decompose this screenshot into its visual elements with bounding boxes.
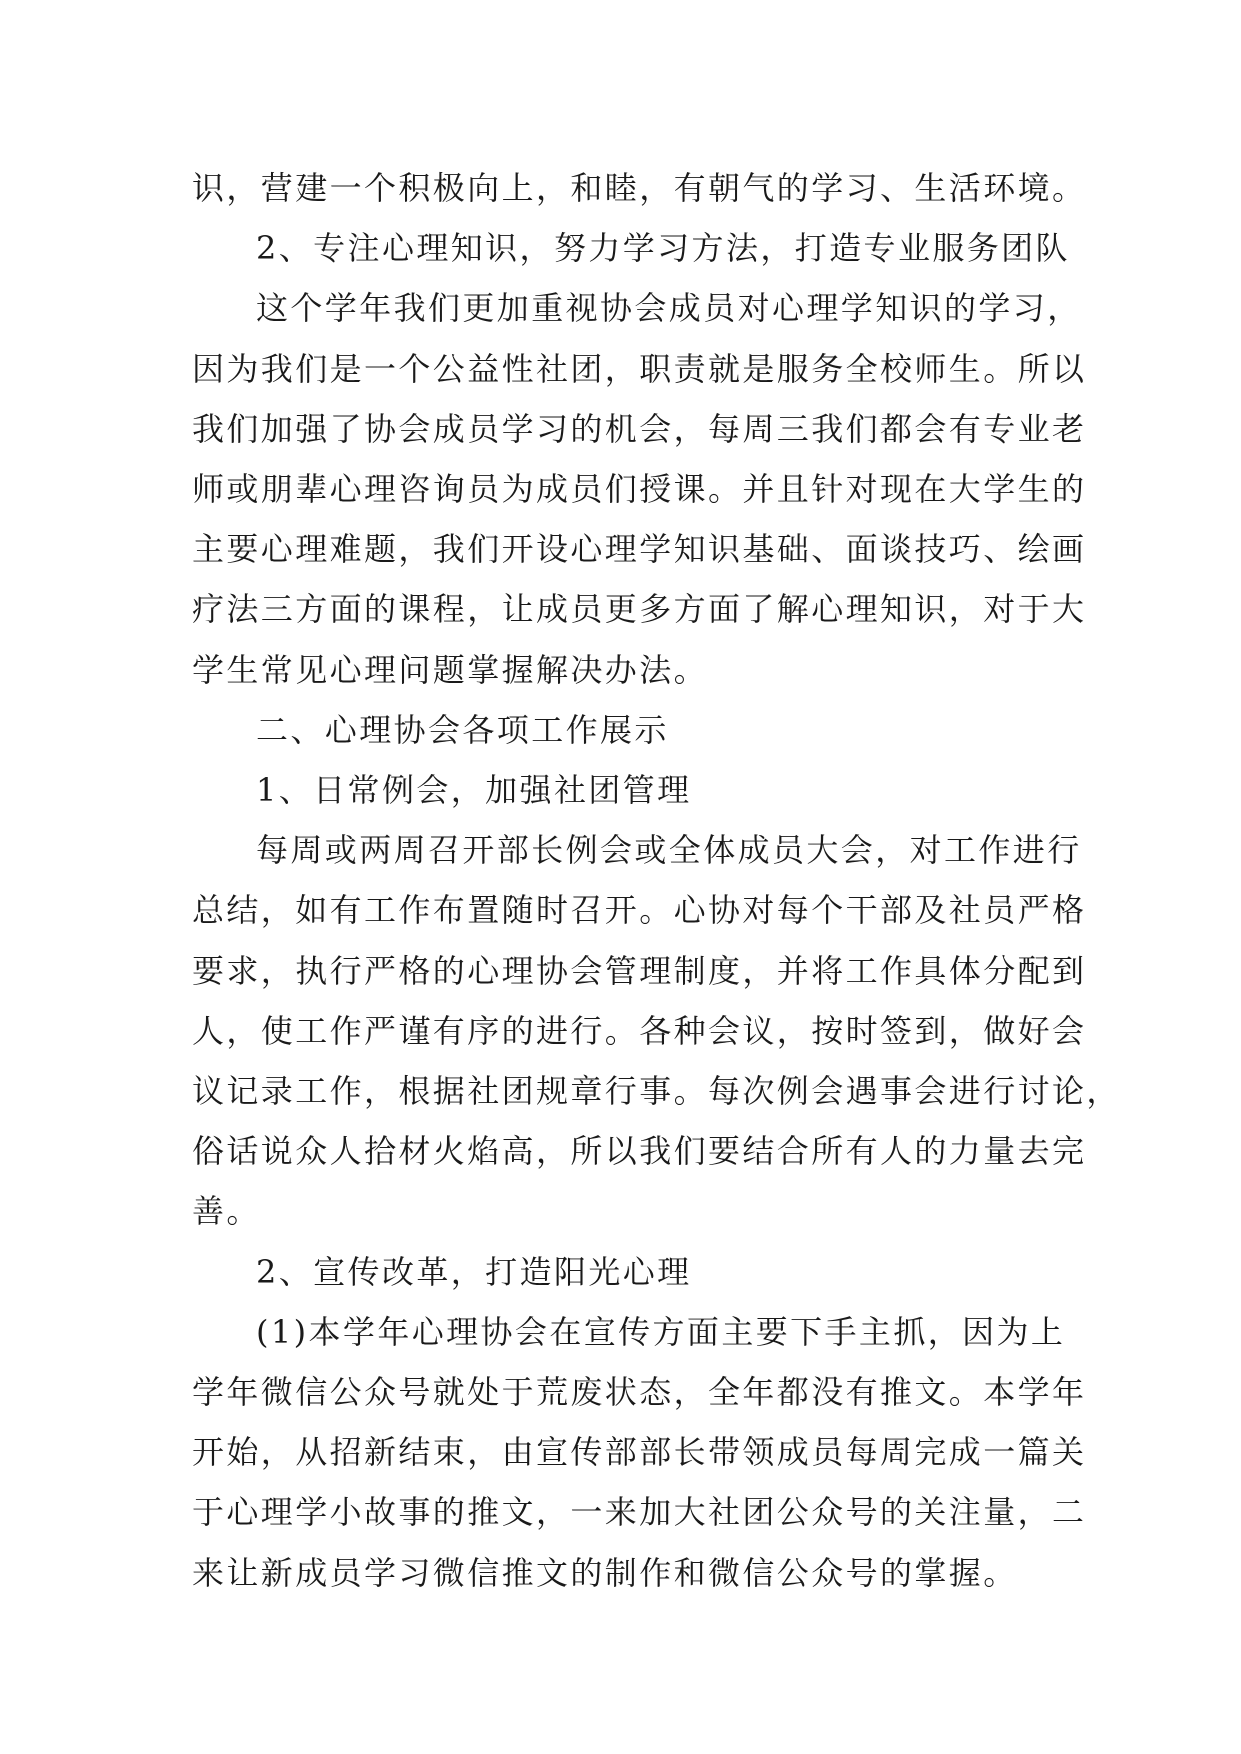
text-line: 总结，如有工作布置随时召开。心协对每个干部及社员严格 (192, 891, 1087, 930)
text-line: 因为我们是一个公益性社团，职责就是服务全校师生。所以 (192, 349, 1087, 388)
text-line: 学生常见心理问题掌握解决办法。 (192, 650, 709, 689)
section-heading: 2、宣传改革，打造阳光心理 (256, 1252, 692, 1291)
text-line: 议记录工作，根据社团规章行事。每次例会遇事会进行讨论， (192, 1072, 1121, 1111)
text-line: 人，使工作严谨有序的进行。各种会议，按时签到，做好会 (192, 1011, 1087, 1050)
text-line: 师或朋辈心理咨询员为成员们授课。并且针对现在大学生的 (192, 470, 1087, 509)
text-line: 于心理学小故事的推文，一来加大社团公众号的关注量，二 (192, 1493, 1087, 1532)
text-line: 善。 (192, 1192, 261, 1231)
section-heading: 二、心理协会各项工作展示 (256, 710, 669, 749)
section-heading: 1、日常例会，加强社团管理 (256, 771, 692, 810)
text-line: 学年微信公众号就处于荒废状态，全年都没有推文。本学年 (192, 1373, 1087, 1412)
section-heading: 2、专注心理知识，努力学习方法，打造专业服务团队 (256, 229, 1070, 268)
text-line: 这个学年我们更加重视协会成员对心理学知识的学习， (256, 289, 1082, 328)
text-line: 我们加强了协会成员学习的机会，每周三我们都会有专业老 (192, 409, 1087, 448)
text-line: 主要心理难题，我们开设心理学知识基础、面谈技巧、绘画 (192, 530, 1087, 569)
text-line: 开始，从招新结束，由宣传部部长带领成员每周完成一篇关 (192, 1433, 1087, 1472)
text-line: 来让新成员学习微信推文的制作和微信公众号的掌握。 (192, 1553, 1018, 1592)
text-line: 每周或两周召开部长例会或全体成员大会，对工作进行 (256, 831, 1082, 870)
document-body (192, 158, 1121, 1603)
text-line: 要求，执行严格的心理协会管理制度，并将工作具体分配到 (192, 951, 1087, 990)
text-line: 识，营建一个积极向上，和睦，有朝气的学习、生活环境。 (192, 169, 1087, 207)
text-line: 疗法三方面的课程，让成员更多方面了解心理知识，对于大 (192, 590, 1087, 629)
text-line: (1)本学年心理协会在宣传方面主要下手主抓，因为上 (256, 1312, 1066, 1351)
text-line: 俗话说众人拾材火焰高，所以我们要结合所有人的力量去完 (192, 1132, 1087, 1171)
